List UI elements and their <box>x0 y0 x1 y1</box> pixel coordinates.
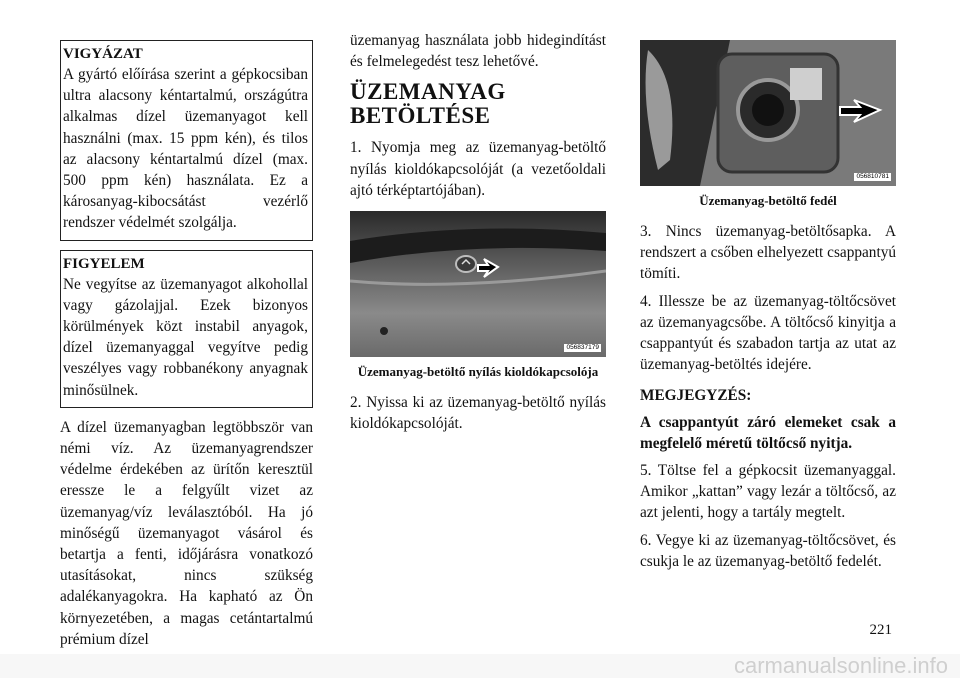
caution-text: Ne vegyítse az üzemanyagot alkohollal vagy gázolajjal. Ezek bizonyos körülmények közt instabil anyagok, dízel üzemanyaggal vegyítve pedig veszélyes vagy robbanékony anyagnak minősülnek. <box>63 275 308 399</box>
note-title: MEGJEGYZÉS: <box>640 387 752 405</box>
fuel-door-photo <box>640 40 896 186</box>
figure-code: 056837179 <box>566 344 599 352</box>
release-switch-caption: Üzemanyag-betöltő nyílás kioldókapcsolója <box>357 364 599 380</box>
diesel-water-paragraph: A dízel üzemanyagban legtöbbször van némi víz. Az üzemanyagrendszer védelme érdekében az ürítőn keresztül eressze le a felgyűlt vizet az üzemanyag/víz leválasztóból. Ha jó minőségű üzemanyagot vásárol és betartja a fenti, időjárásra vonatkozó utasításokat, nincs szükség adalékanyagokra. Ha kapható az Ön környezetében, a magas cetántartalmú prémium dízel <box>60 418 313 648</box>
caution-title: FIGYELEM <box>63 255 145 272</box>
step-6: 6. Vegye ki az üzemanyag-töltőcsövet, és csukja le az üzemanyag-betöltő fedelét. <box>640 531 896 570</box>
column-left <box>60 40 313 656</box>
step-4: 4. Illessze be az üzemanyag-töltőcsövet az üzemanyagcsőbe. A töltőcső kinyitja a csappantyút és szabadon tartja az utat az üzemanyag-betöltés idejére. <box>640 292 896 374</box>
step-1: 1. Nyomja meg az üzemanyag-betöltő nyílás kioldókapcsolóját (a vezetőoldali ajtó térképtartójában). <box>350 139 606 199</box>
warning-text: A gyártó előírása szerint a gépkocsiban ultra alacsony kéntartalmú, országútra alkalmas dízel üzemanyagot kell használni (max. 15 ppm kén), és tilos az alacsony kéntartalmú dízel (max. 500 ppm kén) használata. Ez a károsanyag-kibocsátást vezérlő rendszer védelmét szolgálja. <box>63 66 308 232</box>
section-heading: ÜZEMANYAG BETÖLTÉSE <box>350 79 506 129</box>
figure-code: 056810781 <box>856 173 889 180</box>
continuation-paragraph: üzemanyag használata jobb hidegindítást és felmelegedést tesz lehetővé. <box>350 32 606 71</box>
watermark: carmanualsonline.info <box>0 654 960 678</box>
step-5: 5. Töltse fel a gépkocsit üzemanyaggal. Amikor „kattan” vagy lezár a töltőcső, az azt jelenti, hogy a tartály megtelt. <box>640 462 896 522</box>
step-2: 2. Nyissa ki az üzemanyag-betöltő nyílás kioldókapcsolóját. <box>350 394 606 433</box>
column-right <box>640 40 896 578</box>
release-switch-photo <box>350 211 606 357</box>
caution-box <box>60 250 313 408</box>
column-middle <box>350 30 606 440</box>
fuel-door-caption: Üzemanyag-betöltő fedél <box>699 193 837 208</box>
page-number: 221 <box>869 622 892 638</box>
note-text: A csappantyút záró elemeket csak a megfelelő méretű töltőcső nyitja. <box>640 413 896 452</box>
step-3: 3. Nincs üzemanyag-betöltősapka. A rendszert a csőben elhelyezett csappantyú tömíti. <box>640 223 896 283</box>
warning-title: VIGYÁZAT <box>63 46 143 62</box>
warning-box <box>60 40 313 241</box>
